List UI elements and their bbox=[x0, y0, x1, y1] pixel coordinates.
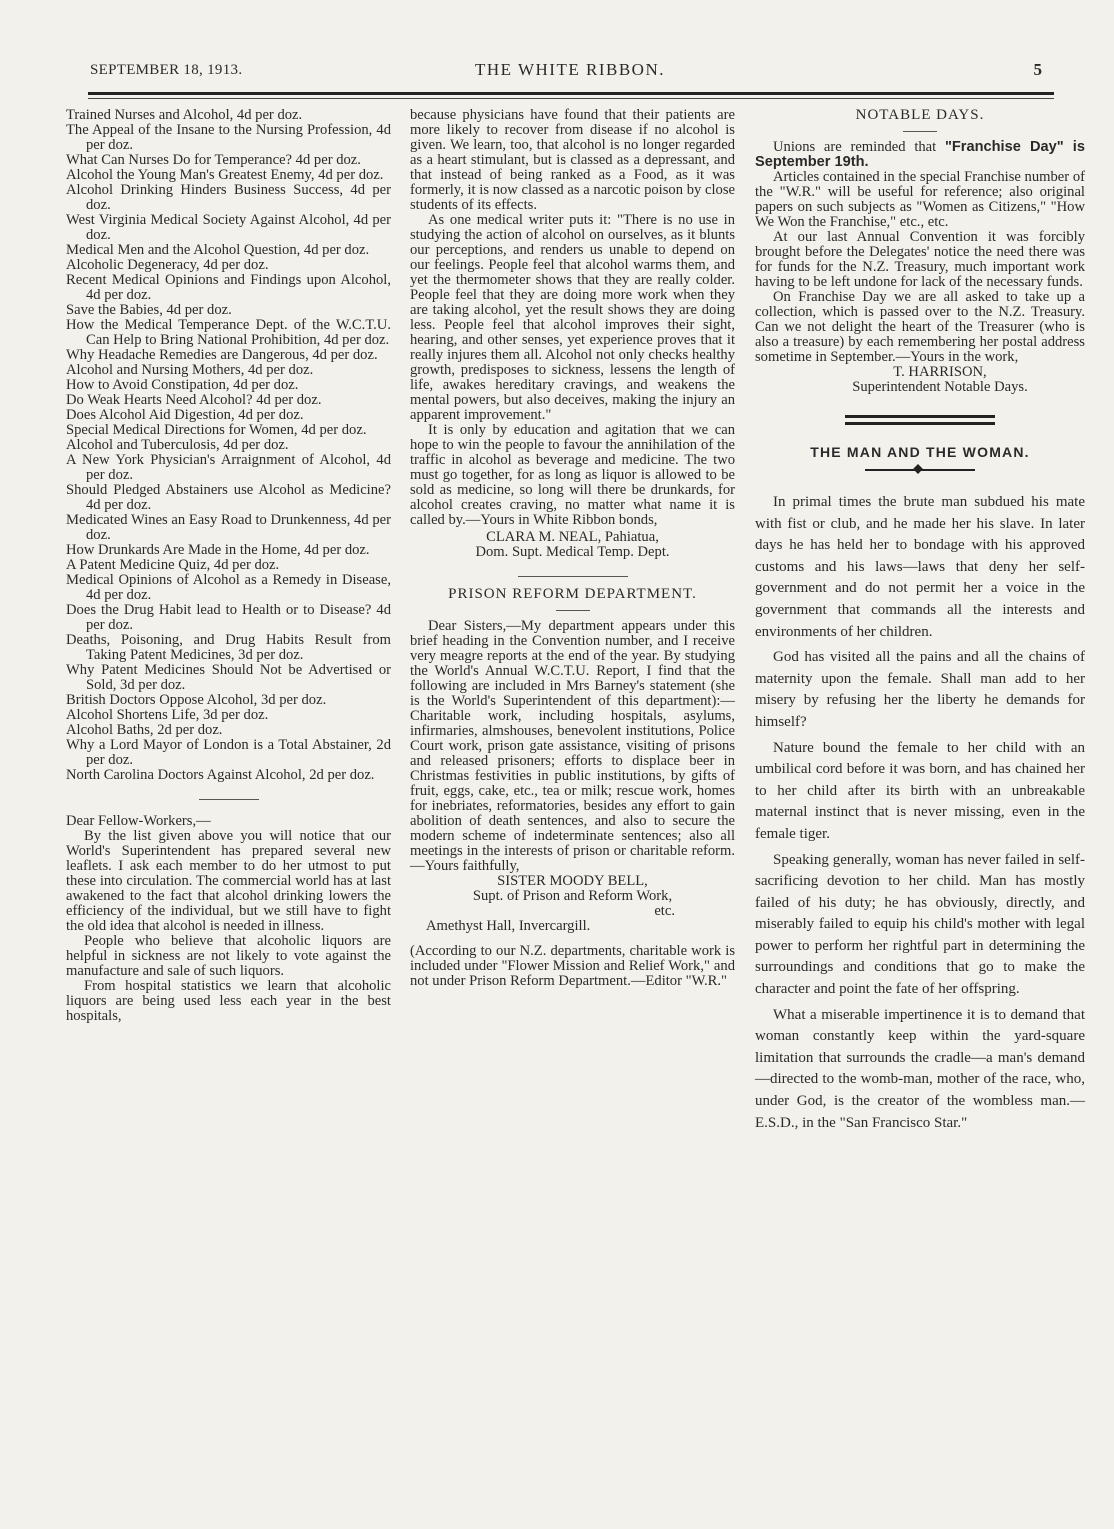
notable-signature-title: Superintendent Notable Days. bbox=[852, 379, 1028, 395]
medical-article-paragraph: It is only by education and agitation that we can hope to win the people to favour the annihilation of the traffic in alcohol as beverage and medicine. The two must go together, for as long as liquor is allowed to be sold as medicine, so long will there be drunkards, for alcohol creates craving, no matter what name it is called by.—Yours in White Ribbon bonds, bbox=[410, 422, 735, 528]
divider bbox=[903, 131, 937, 132]
man-woman-paragraph: Nature bound the female to her child with an umbilical cord before it was born, and has chained her to her child after its birth with an unbreakable maternal instinct that is never missing, even in the female tiger. bbox=[755, 739, 1085, 842]
leaflet-item: Medical Opinions of Alcohol as a Remedy in Disease, 4d per doz. bbox=[66, 572, 391, 603]
leaflet-item: The Appeal of the Insane to the Nursing Profession, 4d per doz. bbox=[66, 122, 391, 153]
leaflet-list bbox=[66, 108, 391, 783]
leaflet-item: How Drunkards Are Made in the Home, 4d per doz. bbox=[66, 542, 370, 558]
leaflet-item: A New York Physician's Arraignment of Alcohol, 4d per doz. bbox=[66, 452, 391, 483]
leaflet-item: Why Patent Medicines Should Not be Advertised or Sold, 3d per doz. bbox=[66, 662, 391, 693]
leaflet-item: Does Alcohol Aid Digestion, 4d per doz. bbox=[66, 407, 304, 423]
prison-reform-heading: PRISON REFORM DEPARTMENT. bbox=[448, 586, 697, 602]
notable-days-text: Unions are reminded that bbox=[773, 139, 945, 155]
leaflet-item: How to Avoid Constipation, 4d per doz. bbox=[66, 377, 299, 393]
leaflet-item: Recent Medical Opinions and Findings upon Alcohol, 4d per doz. bbox=[66, 272, 391, 303]
column-1 bbox=[66, 108, 391, 1024]
issue-date: SEPTEMBER 18, 1913. bbox=[90, 62, 243, 78]
ornament-divider bbox=[865, 466, 975, 474]
notable-days-paragraph: On Franchise Day we are all asked to take up a collection, which is passed over to the N.Z. Treasury. Can we not delight the heart of the Treasurer (who is also a treasure) by each remembering her postal address sometime in September.—Yours in the work, bbox=[755, 289, 1085, 365]
leaflet-item: Why a Lord Mayor of London is a Total Abstainer, 2d per doz. bbox=[66, 737, 391, 768]
leaflet-item: What Can Nurses Do for Temperance? 4d per doz. bbox=[66, 152, 361, 168]
medical-article-paragraph: because physicians have found that their patients are more likely to recover from disease if no alcohol is given. We learn, too, that alcohol is no longer regarded as a heart stimulant, but is classed as a depressant, and that instead of being ranked as a Food, as it was formerly, it is now classed as a narcotic poison by close students of its effects. bbox=[410, 107, 735, 213]
fellow-workers-paragraph: By the list given above you will notice that our World's Superintendent has prepared several new leaflets. I ask each member to do her utmost to put these into circulation. The commercial world has at last awakened to the fact that alcohol drinking lowers the efficiency of the individual, but we still have to fight the old idea that alcohol is needed in illness. bbox=[66, 828, 391, 934]
prison-address: Amethyst Hall, Invercargill. bbox=[426, 918, 591, 934]
leaflet-item: British Doctors Oppose Alcohol, 3d per doz. bbox=[66, 692, 327, 708]
leaflet-item: Trained Nurses and Alcohol, 4d per doz. bbox=[66, 107, 303, 123]
leaflet-item: North Carolina Doctors Against Alcohol, 2d per doz. bbox=[66, 767, 375, 783]
fellow-workers-paragraph: People who believe that alcoholic liquors are helpful in sickness are not likely to vote against the manufacture and sale of such liquors. bbox=[66, 933, 391, 979]
leaflet-item: Alcoholic Degeneracy, 4d per doz. bbox=[66, 257, 269, 273]
franchise-day-notice: "Franchise Day" is September 19th. bbox=[755, 139, 1085, 170]
column-2 bbox=[410, 108, 735, 989]
fellow-workers-salutation: Dear Fellow-Workers,— bbox=[66, 813, 211, 829]
leaflet-item: A Patent Medicine Quiz, 4d per doz. bbox=[66, 557, 280, 573]
prison-reform-paragraph: Dear Sisters,—My department appears under this brief heading in the Convention number, and I receive very meagre reports at the end of the year. By studying the World's Annual W.C.T.U. Report, I find that the following are included in Mrs Barney's statement (she is the World's Superintendent of this department):—Charitable work, including hospitals, asylums, infirmaries, almshouses, benevolent institutions, Police Court work, prison gate assistance, visiting of prisons and released prisoners; efforts to displace beer in Christmas festivities in public institutions, by gifts of fruit, eggs, cake, etc., tea or milk; rescue work, homes for inebriates, reformatories, besides any effort to gain abolition of death sentences, and also to secure the modern scheme of indeterminate sentences; also all meetings in the interests of prison or charitable reform.—Yours faithfully, bbox=[410, 618, 735, 874]
divider bbox=[556, 610, 590, 611]
leaflet-item: Special Medical Directions for Women, 4d per doz. bbox=[66, 422, 367, 438]
notable-days-heading: NOTABLE DAYS. bbox=[855, 107, 985, 123]
leaflet-item: Save the Babies, 4d per doz. bbox=[66, 302, 232, 318]
notable-days-paragraph: At our last Annual Convention it was forcibly brought before the Delegates' notice the need there was for funds for the N.Z. Treasury, much important work having to be left undone for lack of the necessary funds. bbox=[755, 229, 1085, 290]
notable-days-paragraph: Articles contained in the special Franchise number of the "W.R." will be useful for reference; also original papers on such subjects as "Women as Citizens," "How We Won the Franchise," etc., etc. bbox=[755, 169, 1085, 230]
man-woman-paragraph: What a miserable impertinence it is to demand that woman constantly keep within the yard-square limitation that surrounds the cradle—a man's demand—directed to the womb-man, mother of the race, who, under God, is the creator of the wombless man.—E.S.D., in the "San Francisco Star." bbox=[755, 1006, 1085, 1131]
prison-signature-title: Supt. of Prison and Reform Work, bbox=[472, 888, 673, 904]
leaflet-item: Does the Drug Habit lead to Health or to Disease? 4d per doz. bbox=[66, 602, 391, 633]
leaflet-item: How the Medical Temperance Dept. of the W.C.T.U. Can Help to Bring National Prohibition, 4d per doz. bbox=[66, 317, 391, 348]
leaflet-item: Deaths, Poisoning, and Drug Habits Result from Taking Patent Medicines, 3d per doz. bbox=[66, 632, 391, 663]
fellow-workers-paragraph: From hospital statistics we learn that alcoholic liquors are being used less each year in the best hospitals, bbox=[66, 978, 391, 1024]
leaflet-item: Should Pledged Abstainers use Alcohol as Medicine? 4d per doz. bbox=[66, 482, 391, 513]
medical-article-paragraph: As one medical writer puts it: "There is no use in studying the action of alcohol on ourselves, as it blunts our perceptions, and renders us unable to depend on our feelings. People feel that alcohol warms them, and yet the thermometer shows that they are really colder. People feel that they are doing more work when they are taking alcohol, yet the result shows they are doing less. People feel that alcohol improves their sight, hearing, and other senses, yet experience proves that it really injures them all. Alcohol not only checks healthy growth, predisposes to sickness, lessens the length of life, awakes hereditary cravings, and weakens the mental powers, but also deceives, making the injury an apparent improvement." bbox=[410, 212, 735, 423]
notable-days-paragraph bbox=[755, 140, 1085, 170]
leaflet-item: Alcohol Baths, 2d per doz. bbox=[66, 722, 223, 738]
signature-title: Dom. Supt. Medical Temp. Dept. bbox=[475, 544, 670, 560]
page-header bbox=[90, 58, 1050, 88]
prison-signature-name: SISTER MOODY BELL, bbox=[497, 873, 648, 889]
signature-name: CLARA M. NEAL, Pahiatua, bbox=[486, 529, 659, 545]
page-number: 5 bbox=[1033, 60, 1042, 79]
leaflet-item: Why Headache Remedies are Dangerous, 4d per doz. bbox=[66, 347, 378, 363]
leaflet-item: Medicated Wines an Easy Road to Drunkenness, 4d per doz. bbox=[66, 512, 391, 543]
divider bbox=[518, 576, 628, 577]
man-woman-paragraph: God has visited all the pains and all the chains of maternity upon the female. Shall man add to her misery by refusing her the liberty he demands for himself? bbox=[755, 649, 1085, 730]
leaflet-item: West Virginia Medical Society Against Alcohol, 4d per doz. bbox=[66, 212, 391, 243]
editor-note: (According to our N.Z. departments, charitable work is included under "Flower Mission and Relief Work," and not under Prison Reform Department.—Editor "W.R." bbox=[410, 943, 735, 989]
header-rule bbox=[88, 92, 1054, 95]
divider bbox=[199, 799, 259, 800]
leaflet-item: Medical Men and the Alcohol Question, 4d per doz. bbox=[66, 242, 370, 258]
column-3 bbox=[755, 108, 1085, 1134]
newspaper-title: THE WHITE RIBBON. bbox=[475, 60, 665, 79]
man-woman-paragraph: In primal times the brute man subdued his mate with fist or club, and he made her his slave. In later days he has held her to bondage with his approved customs and his laws—laws that deny her self-government and do not permit her a voice in the government that commands all the interests and environments of her children. bbox=[755, 494, 1085, 640]
section-divider bbox=[845, 415, 995, 425]
notable-signature-name: T. HARRISON, bbox=[893, 364, 987, 380]
leaflet-item: Alcohol and Nursing Mothers, 4d per doz. bbox=[66, 362, 314, 378]
man-and-woman-heading: THE MAN AND THE WOMAN. bbox=[810, 444, 1030, 460]
header-rule-thin bbox=[88, 98, 1054, 99]
leaflet-item: Alcohol the Young Man's Greatest Enemy, 4d per doz. bbox=[66, 167, 384, 183]
prison-signature-etc: etc. bbox=[654, 903, 675, 919]
man-woman-paragraph: Speaking generally, woman has never failed in self-sacrificing devotion to her child. Man has mostly failed of his duty; he has obviously, directly, and miserably failed to equip his child's mother with legal power to perform her rightful part in determining the surroundings and conditions that go to make the character and point the fate of her offspring. bbox=[755, 851, 1085, 998]
leaflet-item: Alcohol Drinking Hinders Business Success, 4d per doz. bbox=[66, 182, 391, 213]
leaflet-item: Alcohol and Tuberculosis, 4d per doz. bbox=[66, 437, 289, 453]
leaflet-item: Alcohol Shortens Life, 3d per doz. bbox=[66, 707, 269, 723]
leaflet-item: Do Weak Hearts Need Alcohol? 4d per doz. bbox=[66, 392, 322, 408]
